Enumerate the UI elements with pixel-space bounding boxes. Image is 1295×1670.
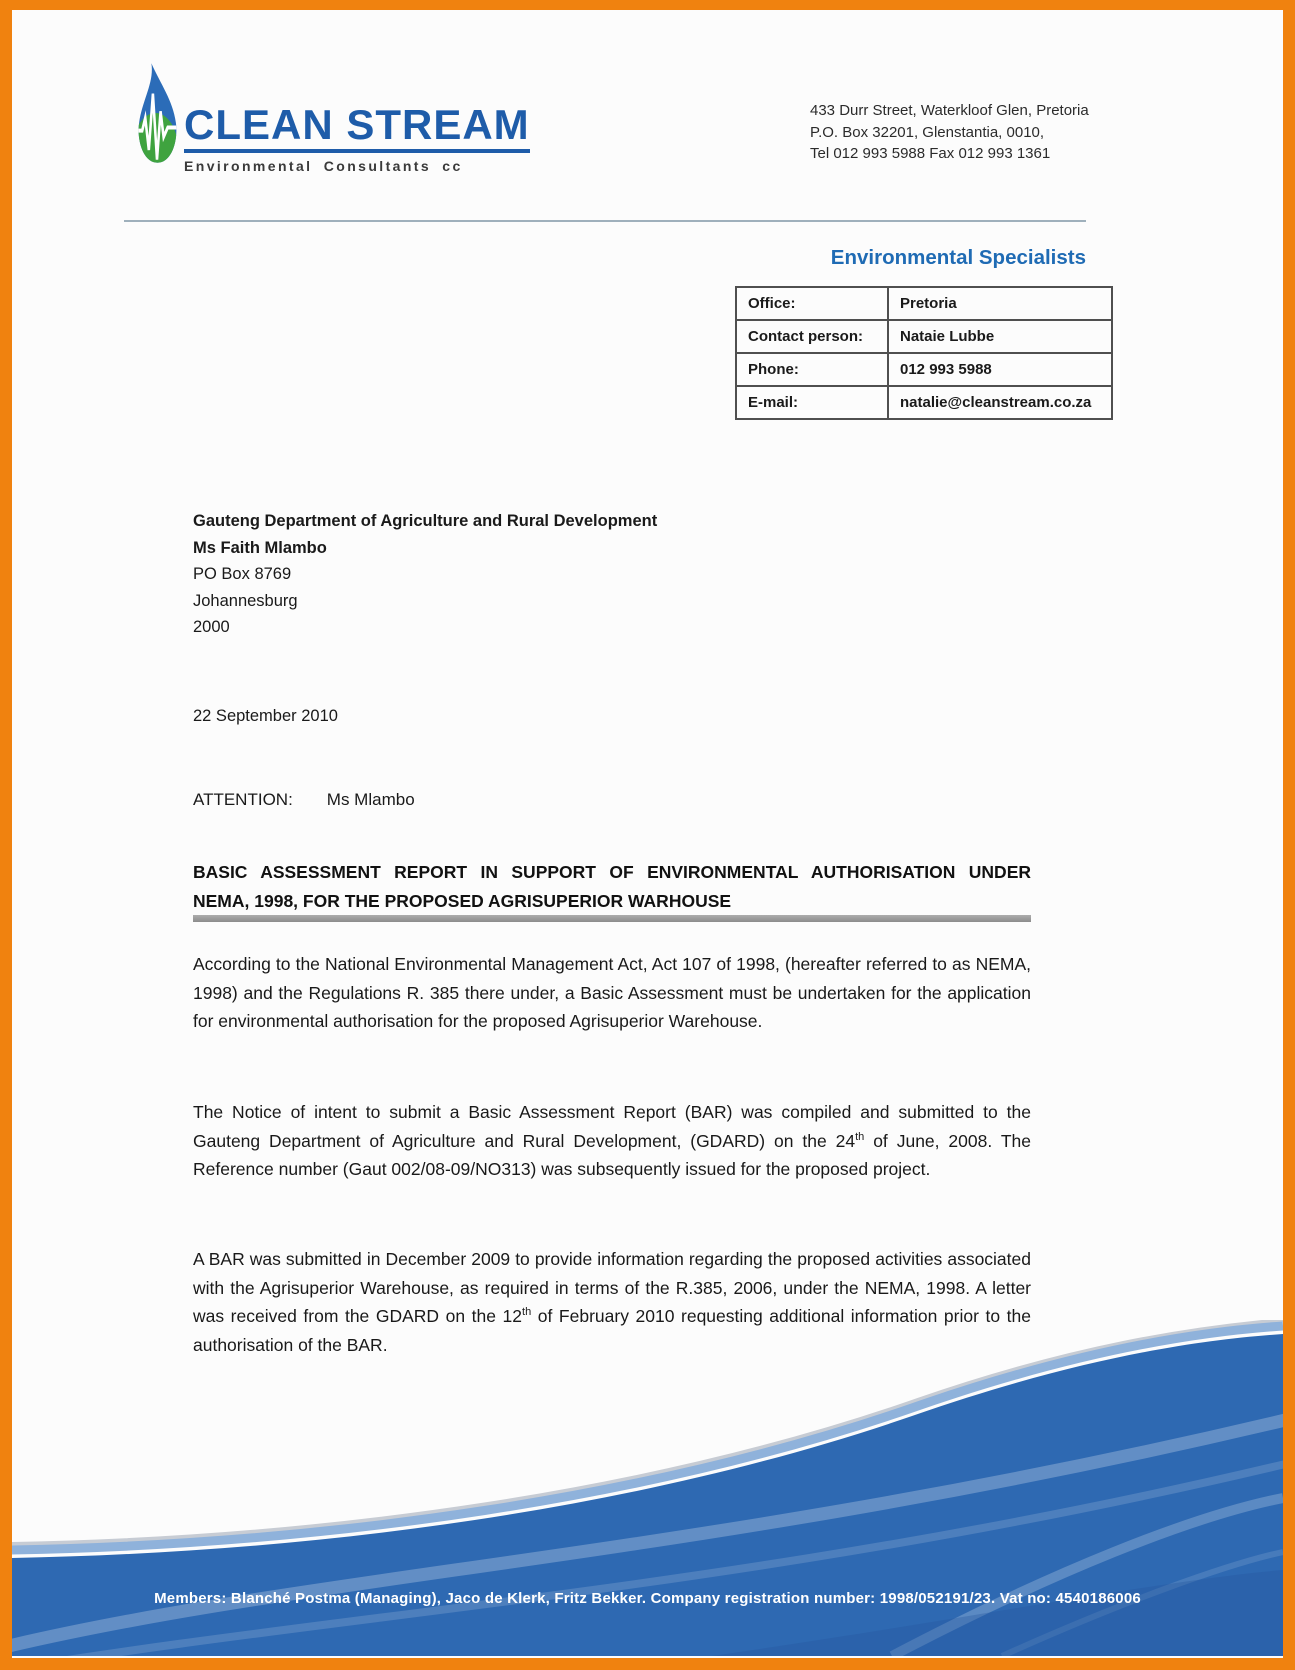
water-drop-logo-icon (132, 60, 183, 166)
contact-person-value: Nataie Lubbe (888, 320, 1112, 353)
recipient-line: Ms Faith Mlambo (193, 538, 327, 557)
attention-line (193, 790, 415, 810)
company-tagline: Environmental Consultants cc (184, 158, 463, 174)
email-label: E-mail: (736, 386, 888, 419)
logo-underline (184, 149, 530, 153)
paragraph-text: According to the National Environmental Management Act, Act 107 of 1998, (hereafter referred to as NEMA, 1998) and the Regulations R. 385 there under, a Basic Assessment must be undertaken for the application for environmental authorisation for the proposed Agrisuperior Warehouse. (193, 954, 1031, 1031)
header-divider (124, 220, 1086, 222)
paragraph-text: of February 2010 requesting additional information prior to the authorisation of the BAR. (193, 1306, 1031, 1355)
table-row (736, 320, 1112, 353)
table-row (736, 353, 1112, 386)
attention-value: Ms Mlambo (326, 790, 415, 809)
address-line: 433 Durr Street, Waterkloof Glen, Pretoria (810, 102, 1089, 119)
table-row (736, 386, 1112, 419)
address-line: P.O. Box 32201, Glenstantia, 0010, (810, 123, 1045, 141)
table-row (736, 287, 1112, 320)
letterhead-address (810, 100, 1089, 165)
superscript: th (522, 1306, 532, 1319)
paragraph-text: of June, 2008. The Reference number (Gaut 002/08-09/NO313) was subsequently issued for the proposed project. (193, 1130, 1031, 1179)
members-registration-line: Members: Blanché Postma (Managing), Jaco de Klerk, Fritz Bekker. Company registration number: 1998/052191/23. Vat no: 4540186006 (154, 1590, 1141, 1607)
footer (12, 1320, 1283, 1656)
email-value: natalie@cleanstream.co.za (888, 386, 1112, 419)
contact-person-label: Contact person: (736, 320, 888, 353)
paragraph-text: The Notice of intent to submit a Basic Assessment Report (BAR) was compiled and submitted to the Gauteng Department of Agriculture and Rural Development, (GDARD) on the 24 (193, 1102, 1031, 1151)
specialists-heading: Environmental Specialists (830, 246, 1086, 269)
office-label: Office: (736, 287, 888, 320)
recipient-block (193, 508, 657, 641)
attention-label: ATTENTION: (193, 790, 293, 809)
subject-line: NEMA, 1998, FOR THE PROPOSED AGRISUPERIOR WARHOUSE (193, 890, 732, 911)
superscript: th (855, 1130, 865, 1143)
phone-label: Phone: (736, 353, 888, 386)
subject-underline-bar (193, 915, 1031, 922)
address-line: Tel 012 993 5988 Fax 012 993 1361 (810, 145, 1051, 162)
recipient-line: Gauteng Department of Agriculture and Rural Development (193, 512, 658, 530)
company-name: CLEAN STREAM (184, 101, 530, 148)
phone-value: 012 993 5988 (888, 353, 1112, 386)
recipient-line: PO Box 8769 (193, 565, 292, 584)
paragraph-text: A BAR was submitted in December 2009 to provide information regarding the proposed activities associated with the Agrisuperior Warehouse, as required in terms of the R.385, 2006, under the NEMA, 1998. A letter was received from the GDARD on the 12 (193, 1249, 1031, 1326)
subject-heading (193, 858, 1031, 915)
office-value: Pretoria (888, 287, 1112, 320)
subject-line: BASIC ASSESSMENT REPORT IN SUPPORT OF ENVIRONMENTAL AUTHORISATION UNDER (193, 862, 1031, 882)
body-paragraph (193, 1098, 1031, 1184)
company-logo (184, 102, 530, 174)
letter-date: 22 September 2010 (193, 707, 338, 725)
contact-table (735, 286, 1113, 420)
recipient-line: 2000 (193, 618, 230, 637)
letter-page (12, 10, 1283, 1658)
recipient-line: Johannesburg (193, 591, 298, 610)
body-paragraph (193, 950, 1031, 1036)
